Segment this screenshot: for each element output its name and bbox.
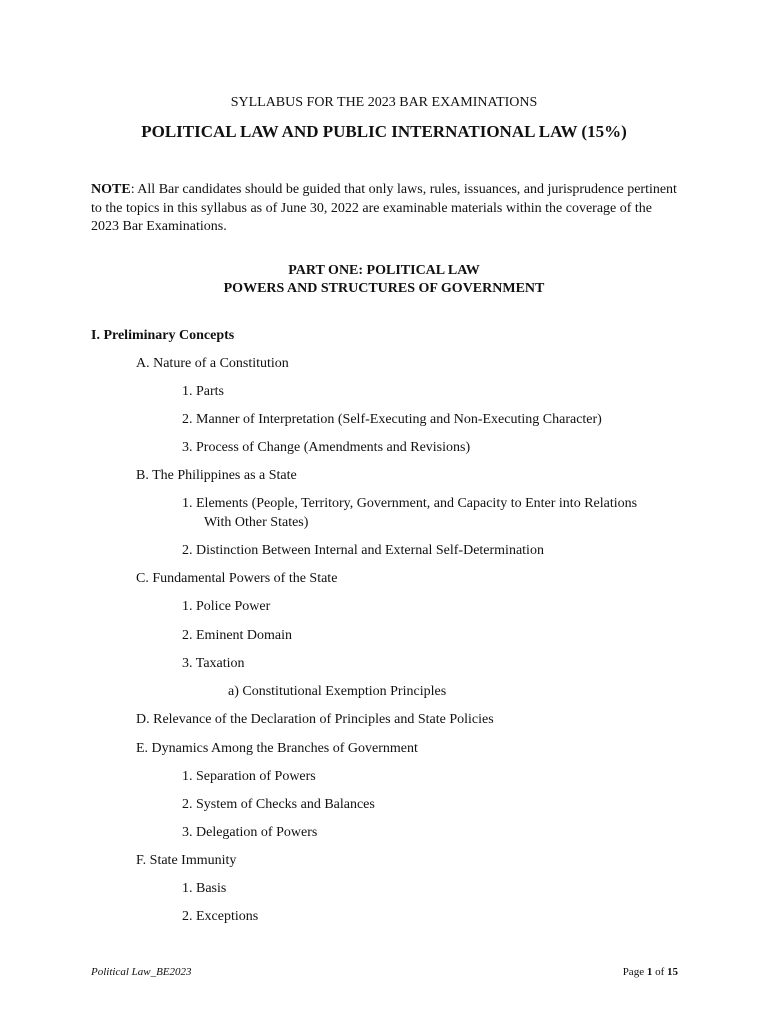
page-label: Page — [622, 966, 647, 978]
footer-document-id: Political Law_BE2023 — [91, 966, 192, 978]
page-total: 15 — [667, 966, 678, 978]
outline-item-A3: 3. Process of Change (Amendments and Revisions) — [182, 440, 471, 455]
outline-item-F2: 2. Exceptions — [182, 909, 259, 924]
outline-item-F: F. State Immunity — [136, 853, 237, 868]
note-label: NOTE — [91, 182, 131, 197]
part-subtitle: POWERS AND STRUCTURES OF GOVERNMENT — [223, 281, 545, 296]
outline-item-E1: 1. Separation of Powers — [182, 769, 316, 784]
outline-item-C3a: a) Constitutional Exemption Principles — [228, 684, 447, 699]
outline-item-E: E. Dynamics Among the Branches of Government — [136, 741, 418, 756]
part-title: PART ONE: POLITICAL LAW — [288, 263, 480, 278]
note-paragraph — [91, 181, 681, 237]
outline-item-B2: 2. Distinction Between Internal and External Self-Determination — [182, 543, 544, 558]
outline-item-D: D. Relevance of the Declaration of Principles and State Policies — [136, 712, 494, 727]
note-text: : All Bar candidates should be guided that only laws, rules, issuances, and jurisprudence pertinent to the topics in this syllabus as of June 30, 2022 are examinable materials within the coverage of the 2023 Bar Examinations. — [91, 182, 677, 234]
outline-item-B1-continued: With Other States) — [204, 515, 309, 530]
outline-item-C1: 1. Police Power — [182, 599, 271, 614]
outline-item-C3: 3. Taxation — [182, 656, 245, 671]
outline-item-A2: 2. Manner of Interpretation (Self-Executing and Non-Executing Character) — [182, 412, 602, 427]
outline-item-B1: 1. Elements (People, Territory, Government, and Capacity to Enter into Relations — [182, 496, 638, 511]
outline-item-F1: 1. Basis — [182, 881, 227, 896]
section-title: I. Preliminary Concepts — [91, 328, 235, 343]
outline-item-B: B. The Philippines as a State — [136, 468, 297, 483]
syllabus-heading: SYLLABUS FOR THE 2023 BAR EXAMINATIONS — [230, 95, 538, 110]
page-current: 1 — [646, 966, 653, 978]
outline-item-C: C. Fundamental Powers of the State — [136, 571, 338, 586]
footer-page-number — [590, 963, 678, 981]
outline-item-C2: 2. Eminent Domain — [182, 628, 293, 643]
outline-item-A1: 1. Parts — [182, 384, 224, 399]
document-title: POLITICAL LAW AND PUBLIC INTERNATIONAL LAW (15%) — [141, 122, 627, 141]
page-of: of — [652, 966, 667, 978]
outline-item-E3: 3. Delegation of Powers — [182, 825, 318, 840]
outline-item-E2: 2. System of Checks and Balances — [182, 797, 375, 812]
outline-item-A: A. Nature of a Constitution — [136, 356, 289, 371]
